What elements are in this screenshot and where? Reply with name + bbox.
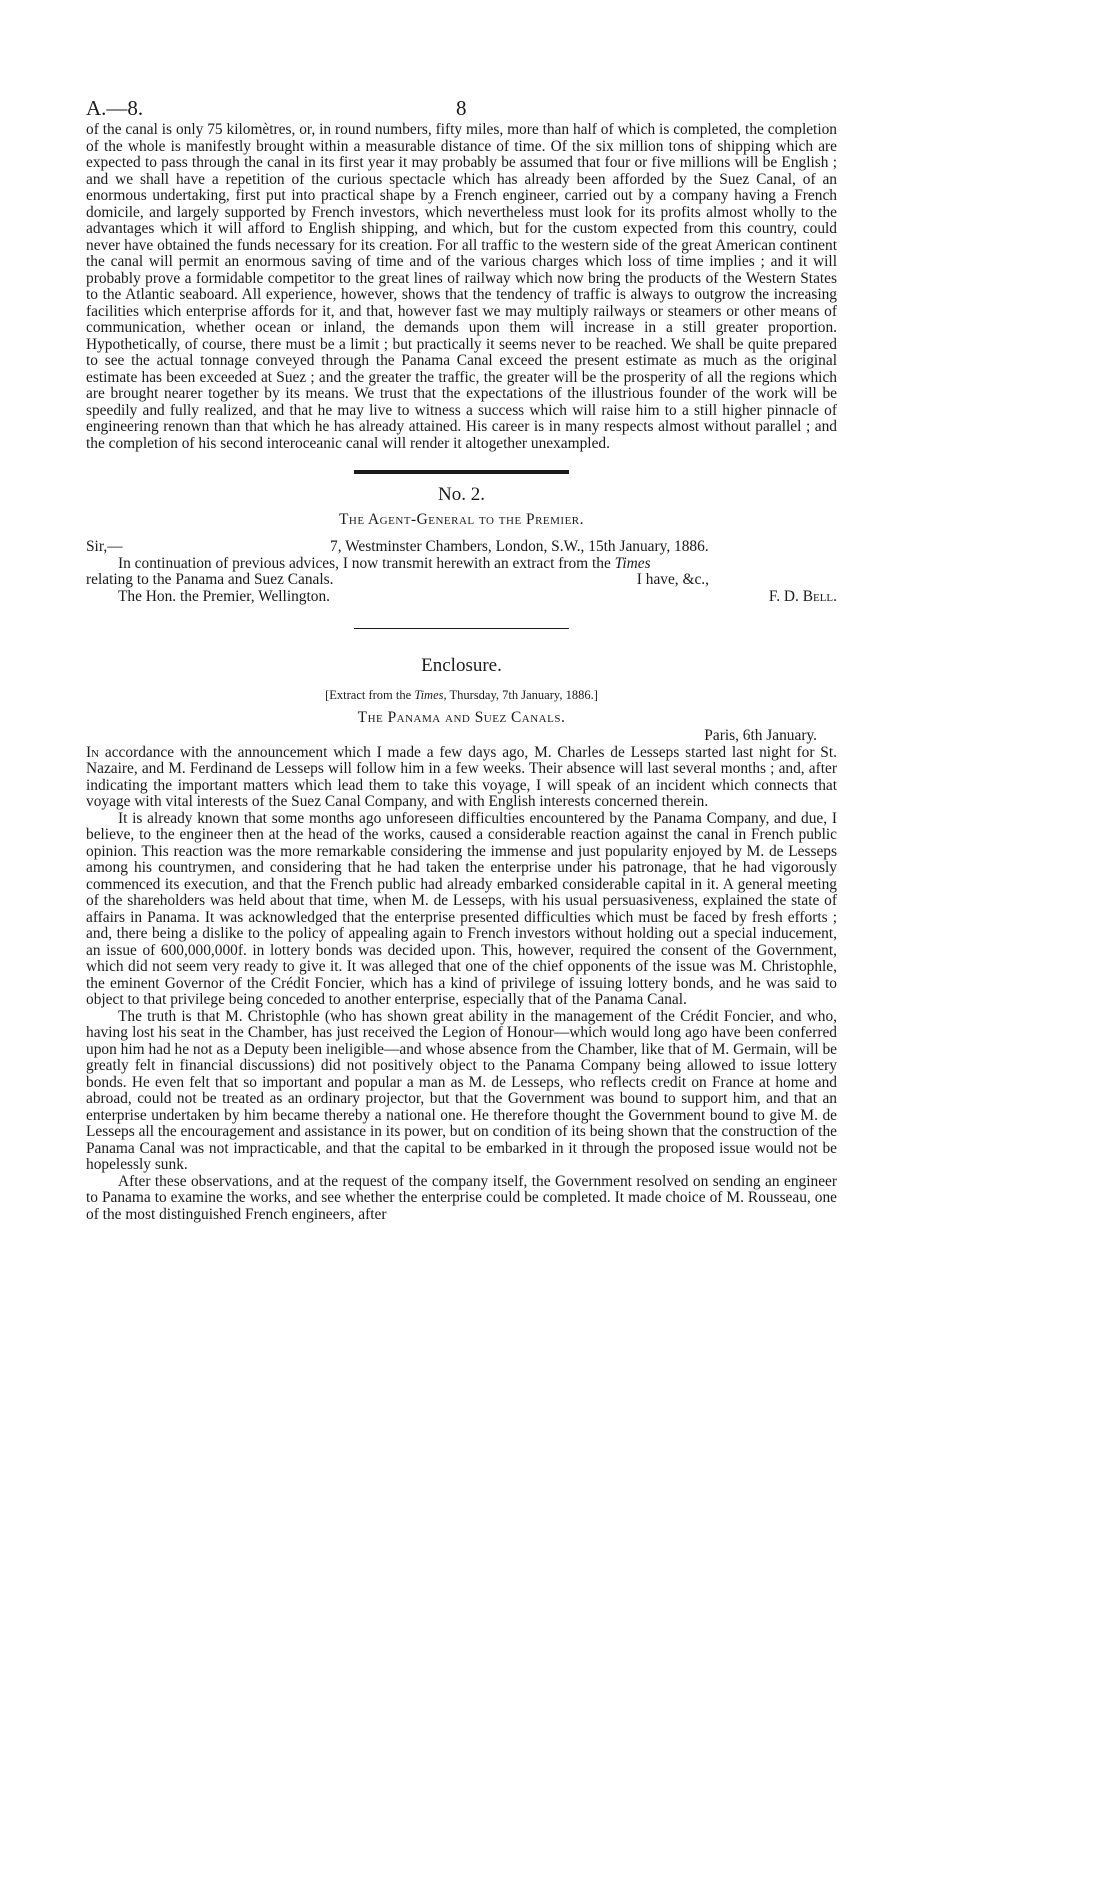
salutation: Sir,— (86, 537, 123, 555)
document-reference: A.—8. (86, 96, 144, 120)
salutation-row (86, 539, 837, 556)
running-head (86, 88, 837, 122)
enclosure-source-note (86, 687, 837, 704)
section-divider-thick (354, 470, 569, 474)
letter-body-text: In continuation of previous advices, I now transmit herewith an extract from the (118, 554, 615, 572)
opening-paragraph: of the canal is only 75 kilomètres, or, in round numbers, fifty miles, more than half of which is completed, the completion of the whole is manifestly brought within a measurable distance of time. Of the six million tons of shipping which are expected to pass through the canal in its first year it may probably be assumed that four or five millions will be English ; and we shall have a repetition of the curious spectacle which has already been afforded by the Suez Canal, of an enormous undertaking, first put into practical shape by a French engineer, carried out by a company having a French domicile, and largely supported by French investors, which nevertheless must look for its profits almost wholly to the advantages which it will afford to English shipping, and which, but for the custom expected from this country, could never have obtained the funds necessary for its creation. For all traffic to the western side of the great American continent the canal will permit an enormous saving of time and of the various charges which loss of time implies ; and it will probably prove a formidable competitor to the great lines of railway which now bring the products of the Western States to the Atlantic seaboard. All experience, however, shows that the tendency of traffic is always to outgrow the increasing facilities which enterprise affords for it, and that, however fast we may multiply railways or steamers or other means of communication, whether ocean or inland, the demands upon them will increase in a still greater proportion. Hypothetically, of course, there must be a limit ; but practically it seems never to be reached. We shall be quite prepared to see the actual tonnage conveyed through the Panama Canal exceed the present estimate as much as the original estimate has been exceeded at Suez ; and the greater the traffic, the greater will be the prosperity of all the regions which are brought nearer together by its means. We trust that the expectations of the illustrious founder of the work will be speedily and fully realized, and that he may live to witness a success which will raise him to a still higher pinnacle of engineering renown than that which he has already attained. His career is in many respects almost without parallel ; and the completion of his second interoceanic canal will render it altogether unexampled. (86, 121, 837, 452)
enclosure-paragraph-1-text: accordance with the announcement which I made a few days ago, M. Charles de Lesseps started last night for St. Nazaire, and M. Ferdinand de Lesseps will follow him in a few weeks. Their absence will last several months ; and, after indicating the important matters which lead them to take this voyage, I will speak of an incident which connects that voyage with vital interests of the Suez Canal Company, and with English interests concerned therein. (86, 743, 837, 810)
lead-word: In (86, 743, 100, 761)
letter-number: No. 2. (438, 484, 485, 505)
letter-body-end-row (86, 572, 837, 589)
section-divider-thin (354, 628, 569, 629)
recipient-row (86, 589, 837, 606)
dateline: Paris, 6th January. (704, 727, 817, 744)
enclosure-paragraph-4: After these observations, and at the request of the company itself, the Government resolved on sending an engineer to Panama to examine the works, and see whether the enterprise could be completed. It made choice of M. Rousseau, one of the most distinguished French engineers, after (86, 1172, 837, 1223)
letter-body-end: relating to the Panama and Suez Canals. (86, 571, 334, 588)
letter-signature: F. D. Bell. (768, 588, 837, 605)
letter-closing: I have, &c., (636, 571, 709, 588)
enclosure-note-times: Times (414, 688, 444, 702)
enclosure-heading: Enclosure. (421, 655, 502, 676)
enclosure-title: The Panama and Suez Canals. (357, 708, 566, 726)
letter-body-times: Times (614, 554, 651, 572)
enclosure-note-end: , Thursday, 7th January, 1886.] (443, 688, 598, 702)
enclosure-paragraph-2: It is already known that some months ago unforeseen difficulties encountered by the Panama Company, and due, I believe, to the engineer then at the head of the works, caused a considerable reaction against the canal in French public opinion. This reaction was the more remarkable considering the immense and just popularity enjoyed by M. de Lesseps among his countrymen, and considering that he had taken the enterprise under his patronage, that he had vigorously commenced its execution, and that the French public had already embarked considerable capital in it. A general meeting of the shareholders was held about that time, when M. de Lesseps, with his usual persuasiveness, explained the state of affairs in Panama. It was acknowledged that the enterprise presented difficulties which must be faced by fresh efforts ; and, there being a dislike to the policy of appealing again to French investors without holding out a special inducement, an issue of 600,000,000f. in lottery bonds was decided upon. This, however, required the consent of the Government, which did not seem very ready to give it. It was alleged that one of the chief opponents of the issue was M. Christophle, the eminent Governor of the Crédit Foncier, which has a kind of privilege of issuing lottery bonds, and he was said to object to that privilege being conceded to another enterprise, especially that of the Panama Canal. (86, 809, 837, 1008)
letter-body (86, 556, 837, 573)
letter-title: The Agent-General to the Premier. (339, 511, 584, 528)
enclosure-note-start: [Extract from the (325, 688, 415, 702)
enclosure-paragraph-1 (86, 745, 837, 811)
sender-address: 7, Westminster Chambers, London, S.W., 15th January, 1886. (330, 537, 709, 555)
letter-recipient: The Hon. the Premier, Wellington. (118, 588, 331, 605)
page-number: 8 (456, 96, 467, 120)
enclosure-paragraph-3: The truth is that M. Christophle (who has shown great ability in the management of the Crédit Foncier, and who, having lost his seat in the Chamber, has just received the Legion of Honour—which would long ago have been conferred upon him had he not as a Deputy been ineligible—and whose absence from the Chamber, like that of M. Germain, will be greatly felt in financial discussions) did not positively object to the Panama Company being allowed to issue lottery bonds. He even felt that so important and popular a man as M. de Lesseps, who reflects credit on France at home and abroad, could not be treated as an ordinary projector, but that the Government was bound to support him, and that an enterprise undertaken by him became thereby a national one. He therefore thought the Government bound to give M. de Lesseps all the encouragement and assistance in its power, but on condition of its being shown that the construction of the Panama Canal was not impracticable, and that the capital to be embarked in it through the proposed issue would not be hopelessly sunk. (86, 1007, 837, 1173)
